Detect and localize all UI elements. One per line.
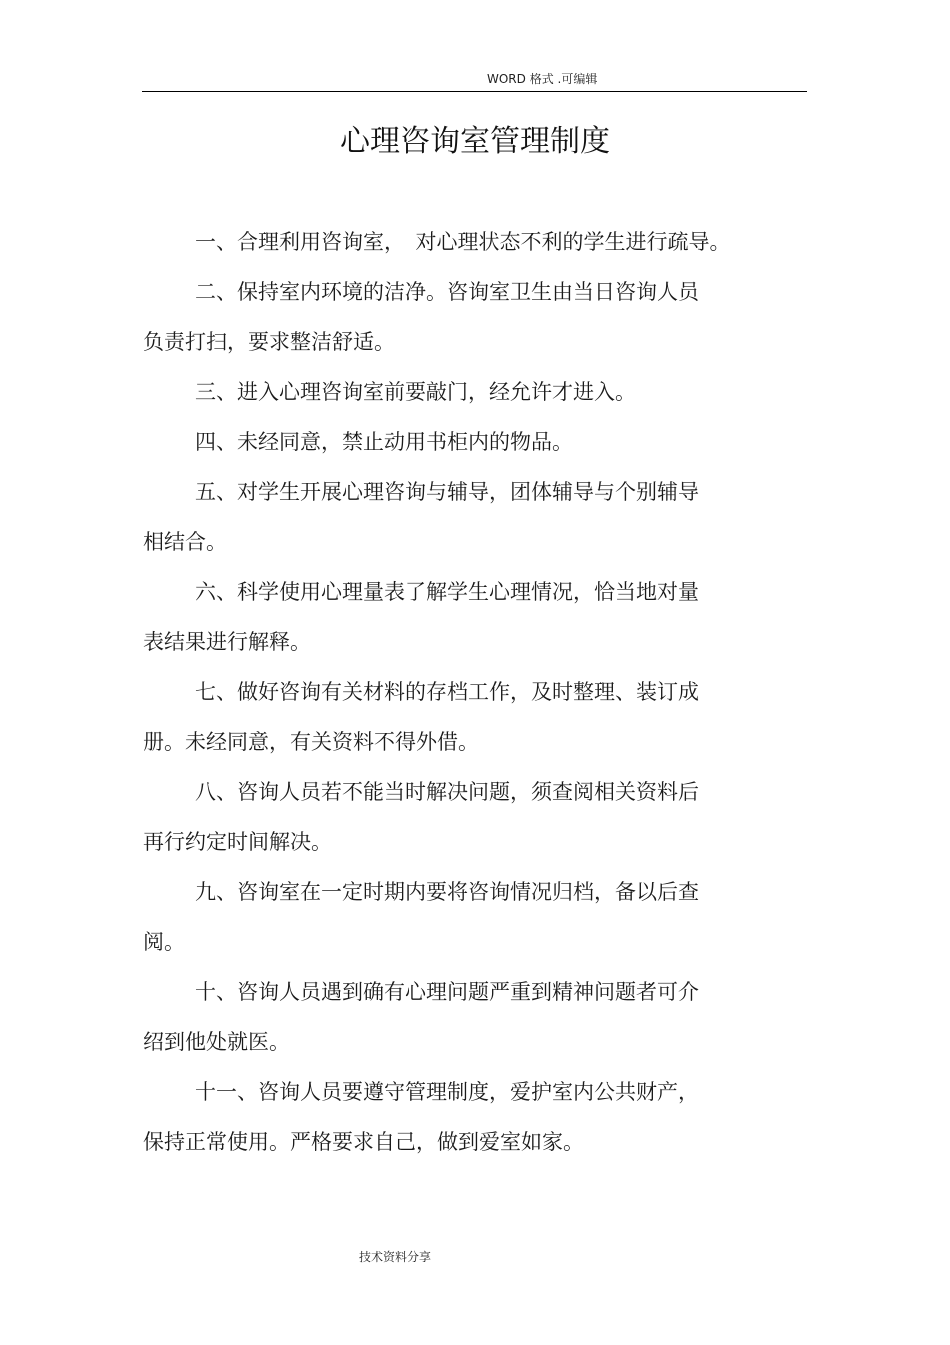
rule-8-line-1: 八、咨询人员若不能当时解决问题，须查阅相关资料后 [195,780,699,804]
rule-10-line-1: 十、咨询人员遇到确有心理问题严重到精神问题者可介 [195,980,699,1004]
rule-2-line-2: 负责打扫，要求整洁舒适。 [143,330,395,354]
footer-text: 技术资料分享 [359,1250,432,1264]
rule-8-line-2: 再行约定时间解决。 [143,830,332,854]
header-text: WORD 格式 .可编辑 [487,72,598,86]
document-body [143,217,753,1167]
rule-6-line-2: 表结果进行解释。 [143,630,311,654]
rule-11-line-1: 十一、咨询人员要遵守管理制度，爱护室内公共财产， [195,1080,699,1104]
rule-7-line-1: 七、做好咨询有关材料的存档工作，及时整理、装订成 [195,680,699,704]
rule-11-line-2: 保持正常使用。严格要求自己，做到爱室如家。 [143,1130,584,1154]
rule-3-line-1: 三、进入心理咨询室前要敲门，经允许才进入。 [195,380,636,404]
document-title: 心理咨询室管理制度 [340,124,610,159]
rule-4-line-1: 四、未经同意，禁止动用书柜内的物品。 [195,430,573,454]
rule-10-line-2: 绍到他处就医。 [143,1030,290,1054]
rule-9-line-2: 阅。 [143,930,185,954]
rule-6-line-1: 六、科学使用心理量表了解学生心理情况，恰当地对量 [195,580,699,604]
rule-7-line-2: 册。未经同意，有关资料不得外借。 [143,730,479,754]
rule-5-line-1: 五、对学生开展心理咨询与辅导，团体辅导与个别辅导 [195,480,699,504]
page-header [0,70,950,90]
rule-9-line-1: 九、咨询室在一定时期内要将咨询情况归档，备以后查 [195,880,699,904]
rule-1-line-1: 一、合理利用咨询室， 对心理状态不利的学生进行疏导。 [195,230,731,254]
rule-2-line-1: 二、保持室内环境的洁净。咨询室卫生由当日咨询人员 [195,280,699,304]
header-rule [142,91,807,92]
rule-5-line-2: 相结合。 [143,530,227,554]
